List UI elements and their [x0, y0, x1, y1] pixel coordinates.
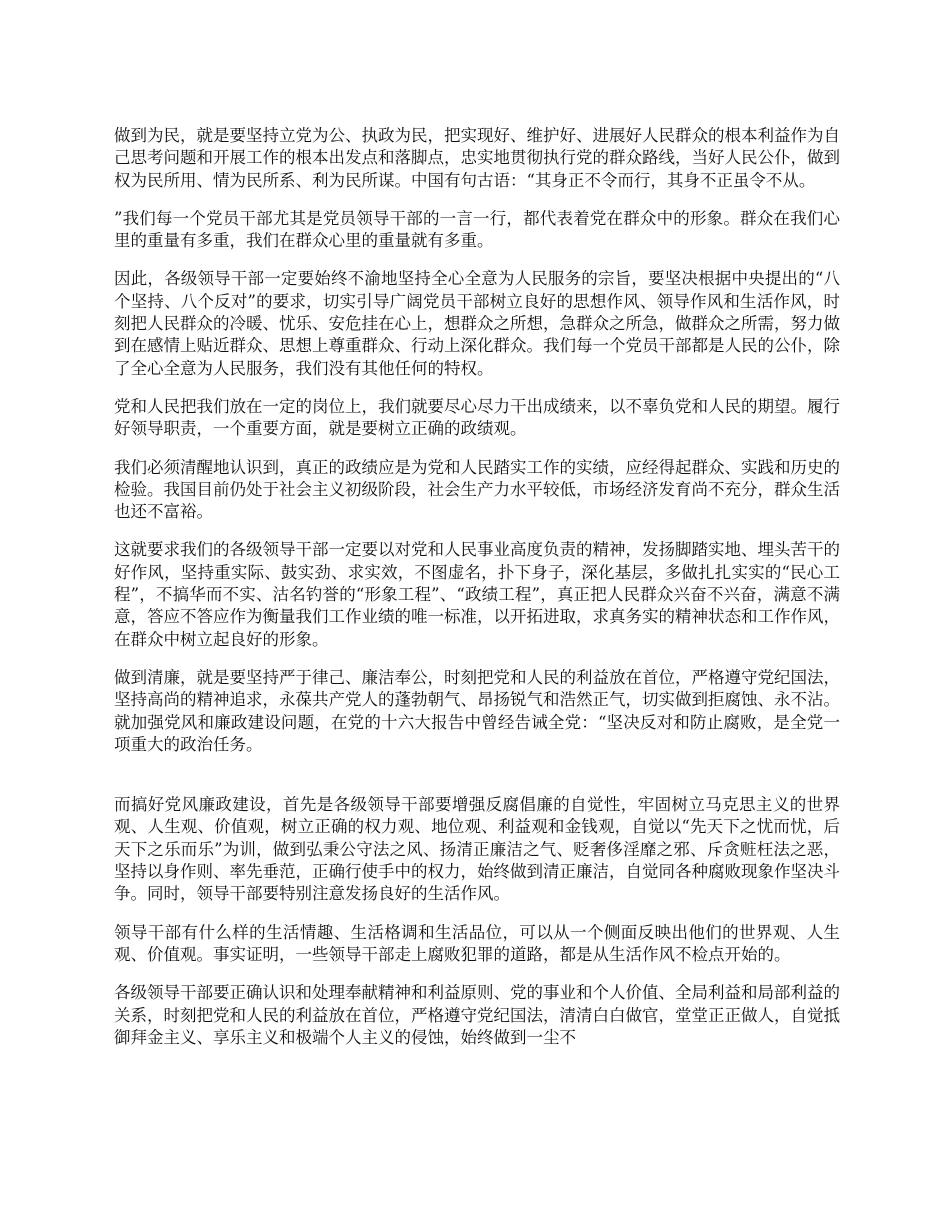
paragraph: 因此，各级领导干部一定要始终不渝地坚持全心全意为人民服务的宗旨，要坚决根据中央提出的“八个坚持、八个反对”的要求，切实引导广阔党员干部树立良好的思想作风、领导作风和生活作风，时刻把人民群众的冷暖、忧乐、安危挂在心上，想群众之所想，急群众之所急，做群众之所需，努力做到在感情上贴近群众、思想上尊重群众、行动上深化群众。我们每一个党员干部都是人民的公仆，除了全心全意为人民服务，我们没有其他任何的特权。 — [114, 269, 840, 378]
paragraph: 各级领导干部要正确认识和处理奉献精神和利益原则、党的事业和个人价值、全局利益和局部利益的关系，时刻把党和人民的利益放在首位，严格遵守党纪国法，清清白白做官，堂堂正正做人，自觉抵御拜金主义、享乐主义和极端个人主义的侵蚀，始终做到一尘不 — [114, 983, 840, 1047]
section-gap — [114, 772, 840, 794]
paragraph: 这就要求我们的各级领导干部一定要以对党和人民事业高度负责的精神，发扬脚踏实地、埋头苦干的好作风，坚持重实际、鼓实劲、求实效，不图虚名，扑下身子，深化基层，多做扎扎实实的“民心工程”，不搞华而不实、沽名钓誉的“形象工程”、“政绩工程”，真正把人民群众兴奋不兴奋，满意不满意，答应不答应作为衡量我们工作业绩的唯一标准，以开拓进取，求真务实的精神状态和工作作风，在群众中树立起良好的形象。 — [114, 540, 840, 649]
paragraph: 做到为民，就是要坚持立党为公、执政为民，把实现好、维护好、进展好人民群众的根本利益作为自己思考问题和开展工作的根本出发点和落脚点，忠实地贯彻执行党的群众路线，当好人民公仆，做到权为民所用、情为民所系、利为民所谋。中国有句古语：“其身正不令而行，其身不正虽令不从。 — [114, 126, 840, 190]
paragraph: 做到清廉，就是要坚持严于律己、廉洁奉公，时刻把党和人民的利益放在首位，严格遵守党纪国法，坚持高尚的精神追求，永葆共产党人的蓬勃朝气、昂扬锐气和浩然正气，切实做到拒腐蚀、永不沾。就加强党风和廉政建设问题，在党的十六大报告中曾经告诫全党：“坚决反对和防止腐败，是全党一项重大的政治任务。 — [114, 667, 840, 754]
paragraph: 我们必须清醒地认识到，真正的政绩应是为党和人民踏实工作的实绩，应经得起群众、实践和历史的检验。我国目前仍处于社会主义初级阶段，社会生产力水平较低，市场经济发育尚不充分，群众生活也还不富裕。 — [114, 457, 840, 522]
paragraph: ”我们每一个党员干部尤其是党员领导干部的一言一行，都代表着党在群众中的形象。群众在我们心里的重量有多重，我们在群众心里的重量就有多重。 — [114, 208, 840, 251]
paragraph: 党和人民把我们放在一定的岗位上，我们就要尽心尽力干出成绩来，以不辜负党和人民的期望。履行好领导职责，一个重要方面，就是要树立正确的政绩观。 — [114, 396, 840, 439]
document-body — [114, 125, 840, 1065]
paragraph: 而搞好党风廉政建设，首先是各级领导干部要增强反腐倡廉的自觉性，牢固树立马克思主义的世界观、人生观、价值观，树立正确的权力观、地位观、利益观和金钱观，自觉以“先天下之忧而忧，后天下之乐而乐”为训，做到弘秉公守法之风、扬清正廉洁之气、贬奢侈淫靡之邪、斥贪赃枉法之恶，坚持以身作则、率先垂范，正确行使手中的权力，始终做到清正廉洁，自觉同各种腐败现象作坚决斗争。同时，领导干部要特别注意发扬良好的生活作风。 — [114, 795, 840, 904]
paragraph: 领导干部有什么样的生活情趣、生活格调和生活品位，可以从一个侧面反映出他们的世界观、人生观、价值观。事实证明，一些领导干部走上腐败犯罪的道路，都是从生活作风不检点开始的。 — [114, 922, 840, 964]
